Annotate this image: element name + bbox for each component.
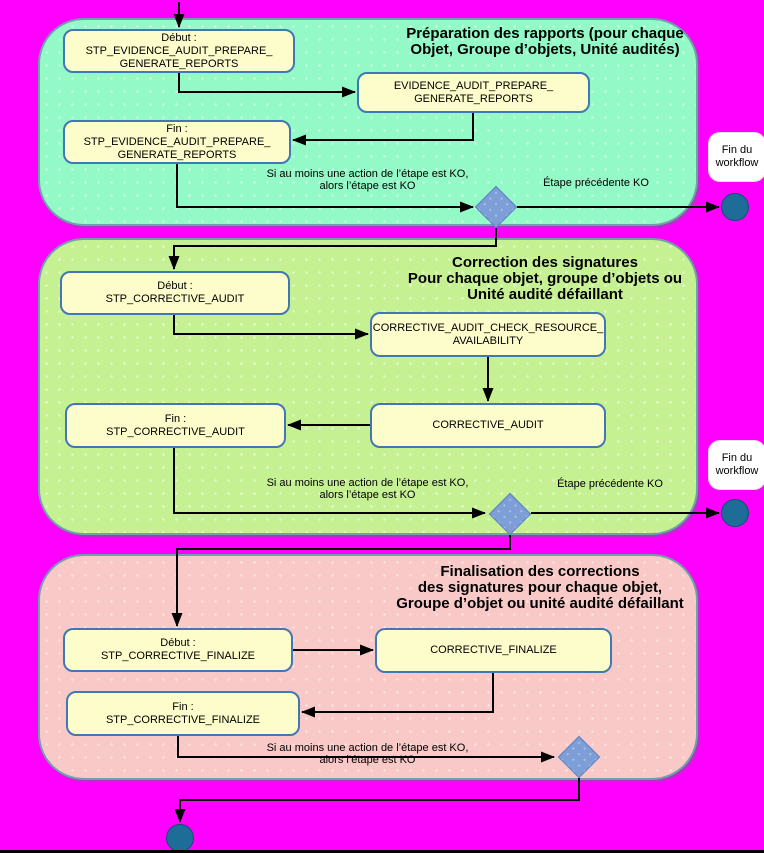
node-text-line: GENERATE_REPORTS [414,92,533,105]
end-workflow-line: workflow [715,465,759,477]
node-text-line: Fin : [172,700,194,713]
section2-title-line: Correction des signatures [452,254,638,271]
activity-node-evidence-audit-prepare[interactable] [357,72,590,113]
connector-start1-to-activity1 [179,73,355,92]
ko-condition-label-3 [240,742,495,766]
connector-activity3-to-end3 [302,673,493,712]
end-workflow-circle-2[interactable] [721,499,749,527]
node-text-line: STP_EVIDENCE_AUDIT_PREPARE_ [83,135,271,148]
section3-title [383,564,697,612]
end-node-stp-evidence-audit-prepare[interactable] [63,120,291,164]
end-node-stp-corrective-finalize[interactable] [66,691,300,736]
start-node-stp-corrective-finalize[interactable] [63,628,293,672]
node-text-line: STP_CORRECTIVE_FINALIZE [100,650,256,662]
previous-step-ko-label-1: Étape précédente KO [543,177,649,189]
node-text-line: Début : [160,637,196,649]
ko-condition-line: Si au moins une action de l’étape est KO, [266,168,469,180]
section2-title-line: Unité audité défaillant [467,286,623,303]
node-text-line: STP_CORRECTIVE_FINALIZE [105,713,261,726]
end-workflow-line: Fin du [721,452,753,464]
section3-title-line: Finalisation des corrections [440,563,640,580]
node-text-line: Fin : [164,412,187,425]
end-workflow-line: Fin du [721,144,753,156]
node-text-line: STP_EVIDENCE_AUDIT_PREPARE_ [85,44,273,57]
node-text-line: CORRECTIVE_AUDIT [432,419,544,431]
section3-title-line: des signatures pour chaque objet, [417,579,663,596]
end-workflow-label-box-2[interactable] [708,440,764,490]
end-workflow-line: workflow [715,157,759,169]
ko-condition-label-1 [240,168,495,192]
node-text-line: CORRECTIVE_FINALIZE [430,644,557,656]
ko-condition-line: alors l’étape est KO [319,754,416,766]
ko-condition-line: Si au moins une action de l’étape est KO, [266,477,469,489]
end-node-stp-corrective-audit[interactable] [65,403,286,448]
node-text-line: STP_CORRECTIVE_AUDIT [106,425,245,438]
previous-step-ko-label-2: Étape précédente KO [557,478,663,490]
section3-title-line: Groupe d’objet ou unité audité défaillant [396,595,684,612]
final-end-circle[interactable] [166,824,194,852]
section1-title [395,26,695,58]
ko-condition-line: alors l’étape est KO [319,489,416,501]
node-text-line: CORRECTIVE_AUDIT_CHECK_RESOURCE_ [372,321,604,334]
connector-activity1-to-end1 [293,113,473,140]
section2-title [390,255,700,303]
node-text-line: EVIDENCE_AUDIT_PREPARE_ [393,79,554,92]
ko-condition-line: Si au moins une action de l’étape est KO, [266,742,469,754]
activity-node-corrective-audit[interactable] [370,403,606,448]
activity-node-corrective-audit-check-resource[interactable] [370,312,606,357]
connector-start2-to-check2 [174,315,368,334]
node-text-line: AVAILABILITY [452,334,524,347]
start-node-stp-corrective-audit[interactable] [60,271,290,315]
connector-diamond3-to-final-circle [180,778,579,822]
ko-condition-label-2 [240,477,495,501]
node-text-line: GENERATE_REPORTS [119,57,239,70]
node-text-line: Début : [161,31,197,44]
node-text-line: Fin : [166,122,188,135]
start-node-stp-evidence-audit-prepare[interactable] [63,29,295,73]
end-workflow-circle-1[interactable] [721,193,749,221]
ko-condition-line: alors l’étape est KO [319,180,416,192]
node-text-line: GENERATE_REPORTS [117,148,237,161]
section2-title-line: Pour chaque objet, groupe d’objets ou [407,270,683,287]
node-text-line: STP_CORRECTIVE_AUDIT [105,293,245,305]
activity-node-corrective-finalize[interactable] [375,628,612,673]
section1-title-line: Objet, Groupe d’objets, Unité audités) [410,41,680,58]
node-text-line: Début : [157,280,193,292]
section1-title-line: Préparation des rapports (pour chaque [406,25,684,42]
end-workflow-label-box-1[interactable] [708,132,764,182]
